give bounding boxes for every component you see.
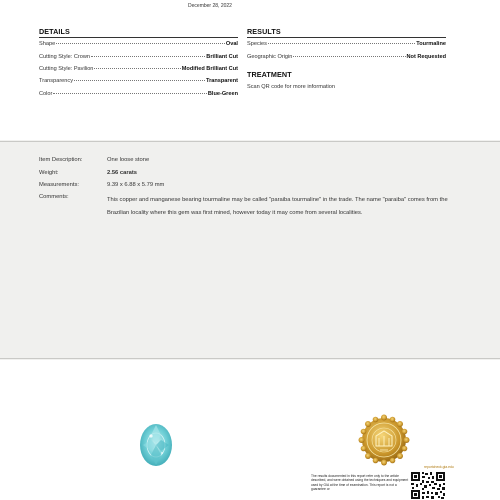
measurements-value: 9.39 x 6.88 x 5.79 mm [107, 182, 165, 188]
measurements-label: Measurements: [39, 182, 79, 188]
report-details-panel [0, 0, 500, 140]
details-title: DETAILS [39, 27, 70, 36]
report-check-url[interactable]: reportcheck.gia.edu [424, 465, 454, 469]
row-label: Cutting Style: Crown [39, 54, 90, 60]
row-value: Transparent [205, 78, 238, 84]
comments-label: Comments: [39, 194, 69, 200]
row-value: Tourmaline [416, 41, 446, 47]
row-label: Transparency [39, 78, 73, 84]
description-panel [0, 141, 500, 359]
weight-value: 2.56 carats [107, 170, 137, 176]
row-value: Brilliant Cut [206, 54, 238, 60]
row-label: Geographic Origin [247, 54, 293, 60]
oval-gemstone-photo [139, 423, 173, 467]
results-rule [247, 37, 446, 38]
row-label: Color [39, 91, 53, 97]
report-disclaimer: The results documented in this report refer only to the article described, and were obtained using the techniques and equipment used by GIA at the time of examination. This report is not a guarantee or [311, 474, 409, 491]
item-description-value: One loose stone [107, 157, 150, 163]
results-row-origin [247, 54, 446, 60]
comments-value: This copper and manganese bearing tourmaline may be called "paraiba tourmaline" in the trade. The name "paraiba" comes from the Brazilian locality where this gem was first mined, however today it may come from several localities. [107, 197, 448, 216]
details-rule [39, 37, 238, 38]
weight-label: Weight: [39, 170, 59, 176]
treatment-note: Scan QR code for more information [247, 84, 335, 90]
details-row-crown [39, 54, 238, 60]
details-row-shape [39, 41, 238, 47]
report-date: December 28, 2022 [188, 3, 232, 9]
row-value: Modified Brilliant Cut [181, 66, 238, 72]
details-row-color [39, 91, 238, 97]
qr-code-icon[interactable] [410, 471, 446, 500]
item-description-label: Item Description: [39, 157, 83, 163]
row-label: Shape [39, 41, 56, 47]
row-value: Oval [225, 41, 238, 47]
details-row-pavilion [39, 66, 238, 72]
gia-seal-icon [358, 414, 410, 466]
treatment-title: TREATMENT [247, 70, 292, 79]
row-value: Blue-Green [207, 91, 238, 97]
row-label: Species [247, 41, 267, 47]
results-row-species [247, 41, 446, 47]
results-title: RESULTS [247, 27, 281, 36]
row-value: Not Requested [406, 54, 446, 60]
details-row-transparency [39, 78, 238, 84]
row-label: Cutting Style: Pavilion [39, 66, 94, 72]
